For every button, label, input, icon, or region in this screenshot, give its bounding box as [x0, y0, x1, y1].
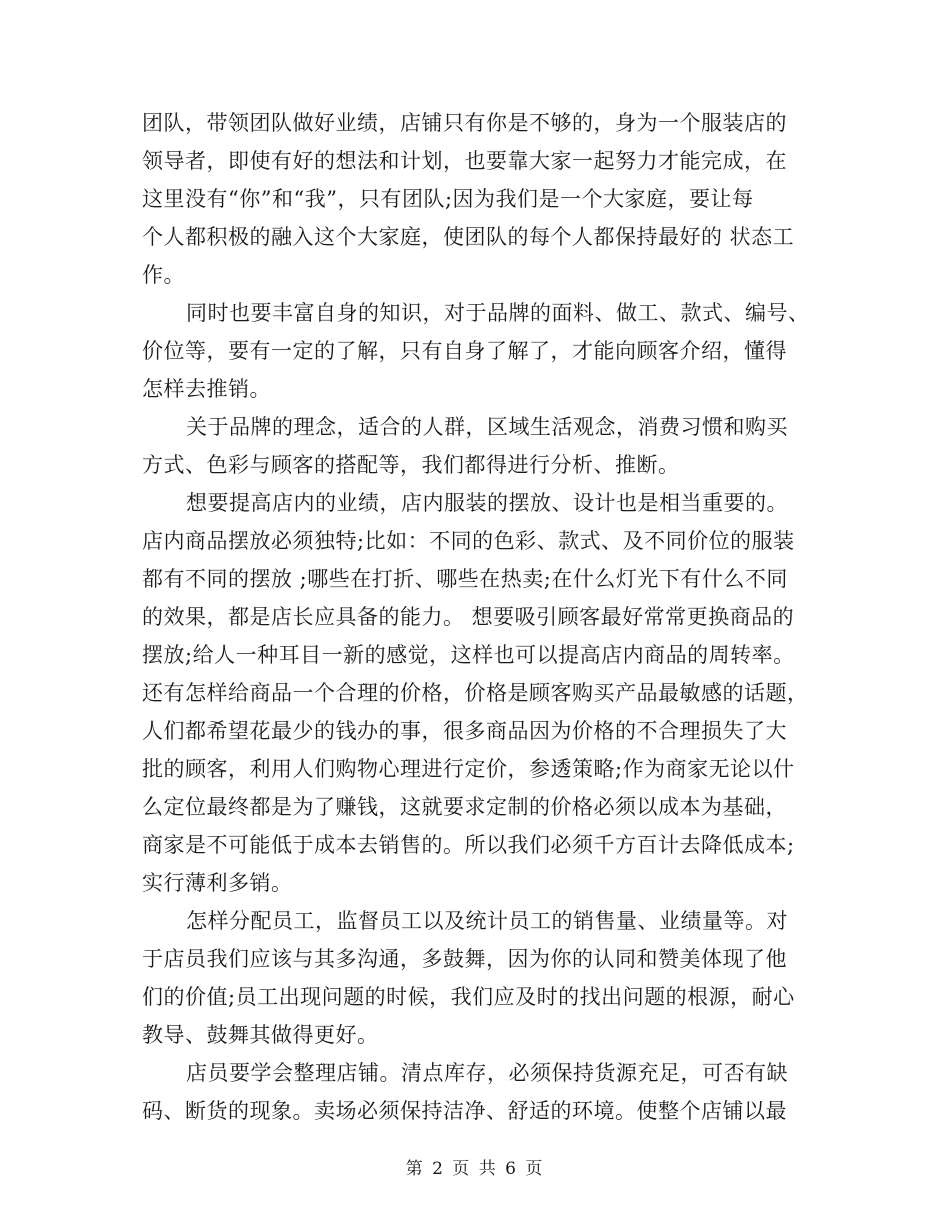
- text-line: 的效果，都是店长应具备的能力。 想要吸引顾客最好常常更换商品的: [142, 605, 795, 629]
- document-body: [142, 104, 812, 1130]
- paragraph-first-line: 关于品牌的理念，适合的人群，区域生活观念，消费习惯和购买: [186, 415, 788, 439]
- text-line: 个人都积极的融入这个大家庭，使团队的每个人都保持最好的 状态工: [142, 225, 795, 249]
- text-line: 作。: [142, 263, 185, 287]
- paragraph-first-line: 怎样分配员工，监督员工以及统计员工的销售量、业绩量等。对: [186, 909, 788, 933]
- text-line: 领导者，即使有好的想法和计划，也要靠大家一起努力才能完成，在: [142, 149, 787, 173]
- text-line: 店内商品摆放必须独特;比如：不同的色彩、款式、及不同价位的服装: [142, 529, 795, 553]
- text-line: 于店员我们应该与其多沟通，多鼓舞，因为你的认同和赞美体现了他: [142, 947, 787, 971]
- text-line: 团队，带领团队做好业绩，店铺只有你是不够的，身为一个服装店的: [142, 111, 787, 135]
- text-line: 批的顾客，利用人们购物心理进行定价，参透策略;作为商家无论以什: [142, 757, 795, 781]
- text-line: 这里没有“你”和“我”，只有团队;因为我们是一个大家庭，要让每: [142, 187, 754, 211]
- text-line: 实行薄利多销。: [142, 871, 293, 895]
- text-line: 商家是不可能低于成本去销售的。所以我们必须千方百计去降低成本;: [142, 833, 795, 857]
- page-number-footer: 第 2 页 共 6 页: [405, 1159, 545, 1179]
- text-line: 怎样去推销。: [142, 377, 271, 401]
- text-line: 教导、鼓舞其做得更好。: [142, 1023, 379, 1047]
- paragraph-first-line: 同时也要丰富自身的知识，对于品牌的面料、做工、款式、编号、: [186, 301, 810, 325]
- text-line: 还有怎样给商品一个合理的价格，价格是顾客购买产品最敏感的话题，: [142, 681, 809, 705]
- text-line: 都有不同的摆放 ;哪些在打折、哪些在热卖;在什么灯光下有什么不同: [142, 567, 788, 591]
- text-line: 人们都希望花最少的钱办的事，很多商品因为价格的不合理损失了大: [142, 719, 787, 743]
- text-line: 摆放;给人一种耳目一新的感觉，这样也可以提高店内商品的周转率。: [142, 643, 795, 667]
- text-line: 们的价值;员工出现问题的时候，我们应及时的找出问题的根源，耐心: [142, 985, 795, 1009]
- paragraph-first-line: 想要提高店内的业绩，店内服装的摆放、设计也是相当重要的。: [186, 491, 788, 515]
- paragraph-first-line: 店员要学会整理店铺。清点库存，必须保持货源充足，可否有缺: [186, 1061, 788, 1085]
- text-line: 码、断货的现象。卖场必须保持洁净、舒适的环境。使整个店铺以最: [142, 1099, 787, 1123]
- text-line: 方式、色彩与顾客的搭配等，我们都得进行分析、推断。: [142, 453, 680, 477]
- text-line: 价位等，要有一定的了解，只有自身了解了，才能向顾客介绍，懂得: [142, 339, 787, 363]
- text-line: 么定位最终都是为了赚钱，这就要求定制的价格必须以成本为基础，: [142, 795, 787, 819]
